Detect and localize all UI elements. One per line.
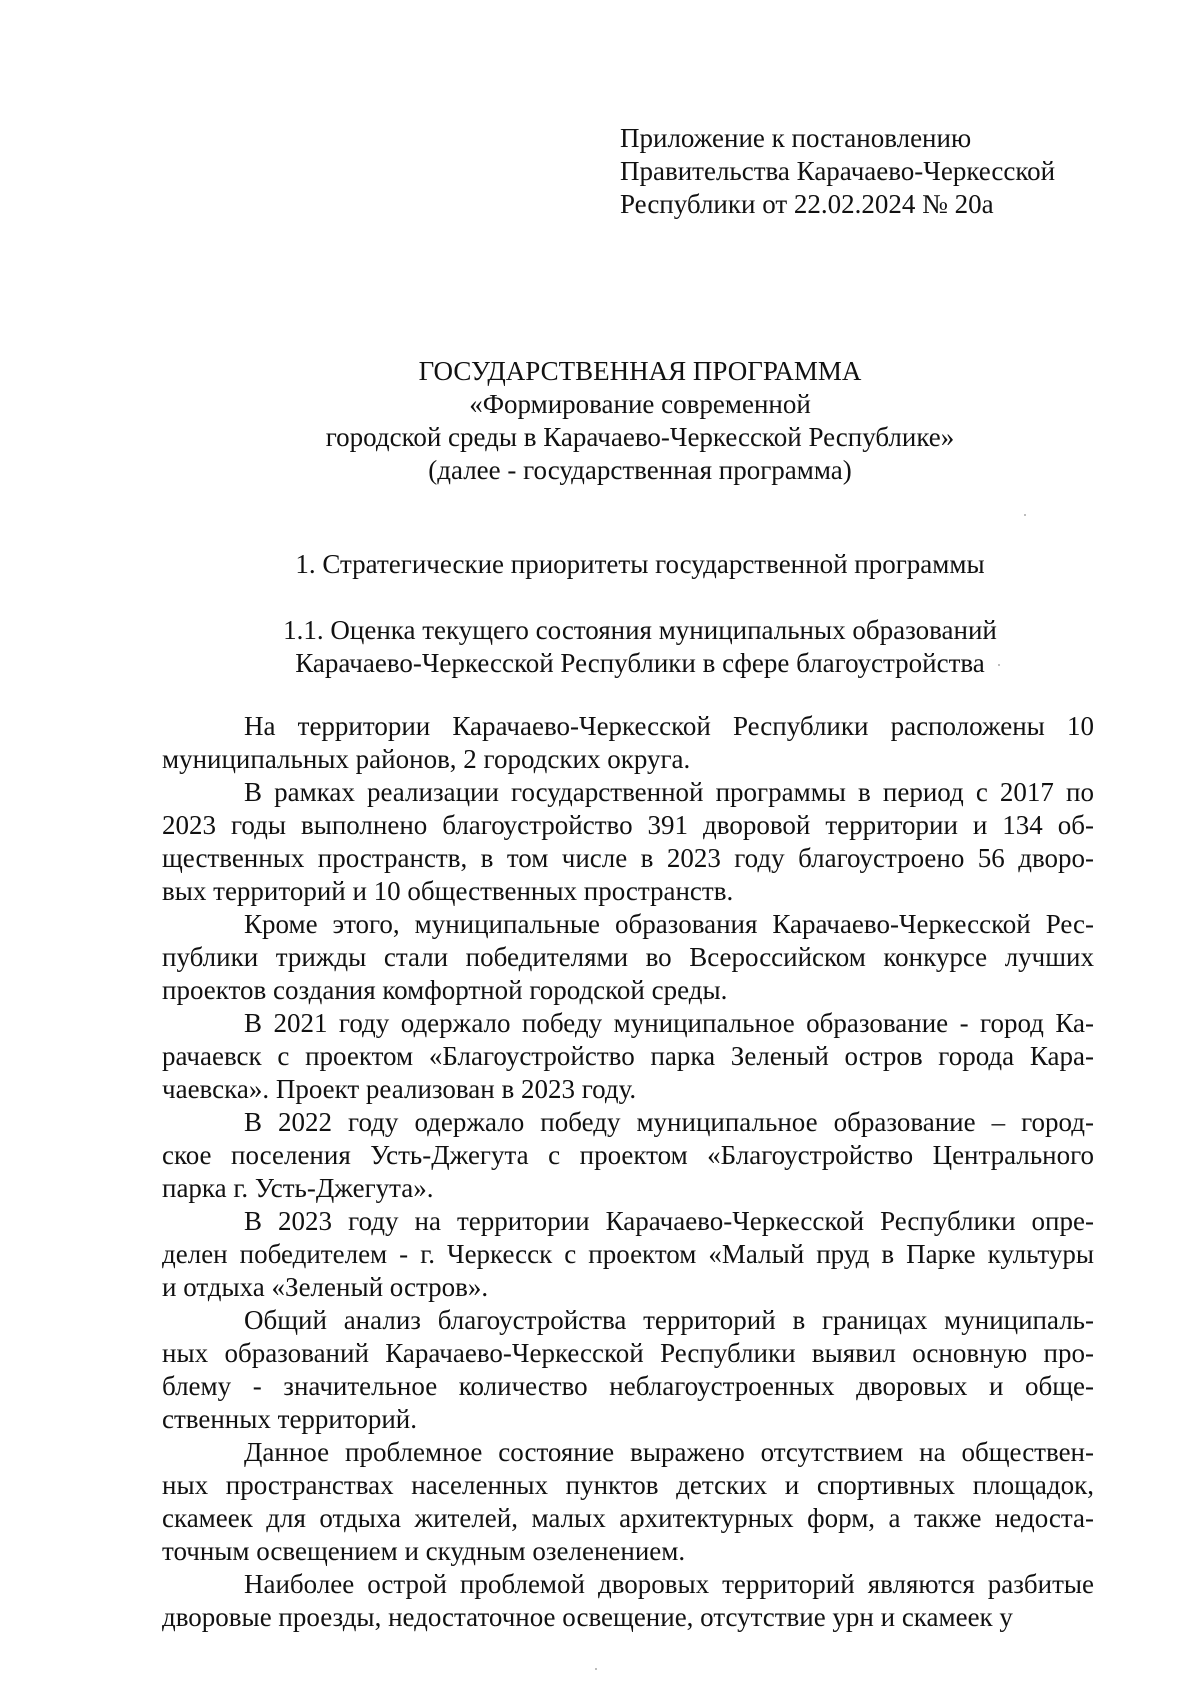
appendix-line-2: Правительства Карачаево-Черкесской: [620, 156, 1056, 186]
scan-speck: [1024, 514, 1026, 516]
paragraph-line: ское поселения Усть-Джегута с проектом «Благоустройство Центрального: [162, 1140, 1094, 1170]
paragraph: [162, 1106, 1094, 1205]
paragraph-line: чаевска». Проект реализован в 2023 году.: [162, 1074, 637, 1104]
paragraph-line: блему - значительное количество неблагоустроенных дворовых и обще-: [162, 1371, 1094, 1401]
paragraph-line: скамеек для отдыха жителей, малых архитектурных форм, а также недоста-: [162, 1503, 1094, 1533]
paragraph-line: публики трижды стали победителями во Всероссийском конкурсе лучших: [162, 942, 1094, 972]
paragraph-line: ных образований Карачаево-Черкесской Республики выявил основную про-: [162, 1338, 1094, 1368]
paragraph-line: и отдыха «Зеленый остров».: [162, 1272, 489, 1302]
section-heading: 1. Стратегические приоритеты государственной программы: [295, 549, 985, 579]
paragraph-line: щественных пространств, в том числе в 2023 году благоустроено 56 дворо-: [162, 843, 1094, 873]
paragraph-line: вых территорий и 10 общественных пространств.: [162, 876, 734, 906]
appendix-line-1: Приложение к постановлению: [620, 123, 972, 153]
paragraph: [162, 710, 1094, 776]
paragraph-line: В 2022 году одержало победу муниципальное образование – город-: [244, 1107, 1094, 1137]
scan-speck: [595, 1668, 597, 1670]
paragraph-line: Наиболее острой проблемой дворовых территорий являются разбитые: [244, 1569, 1094, 1599]
paragraph: [162, 1007, 1094, 1106]
paragraph: [162, 1205, 1094, 1304]
program-title: [160, 355, 1120, 487]
paragraph-line: рачаевск с проектом «Благоустройство парка Зеленый остров города Кара-: [162, 1041, 1094, 1071]
title-line-2: «Формирование современной: [469, 389, 811, 419]
paragraph: [162, 1436, 1094, 1568]
paragraph-line: парка г. Усть-Джегута».: [162, 1173, 434, 1203]
body-text: [162, 710, 1094, 1634]
subsection-line-1: 1.1. Оценка текущего состояния муниципальных образований: [283, 615, 997, 645]
paragraph-line: делен победителем - г. Черкесск с проектом «Малый пруд в Парке культуры: [162, 1239, 1094, 1269]
paragraph: [162, 1568, 1094, 1634]
paragraph: [162, 1304, 1094, 1436]
appendix-line-3: Республики от 22.02.2024 № 20а: [620, 189, 994, 219]
paragraph-line: проектов создания комфортной городской среды.: [162, 975, 728, 1005]
appendix-reference: [620, 122, 1055, 221]
subsection-heading: [160, 614, 1120, 680]
paragraph-line: дворовые проезды, недостаточное освещение, отсутствие урн и скамеек у: [162, 1602, 1013, 1632]
paragraph-line: ственных территорий.: [162, 1404, 417, 1434]
paragraph-line: В рамках реализации государственной программы в период с 2017 по: [244, 777, 1094, 807]
paragraph: [162, 776, 1094, 908]
paragraph-line: Данное проблемное состояние выражено отсутствием на обществен-: [244, 1437, 1094, 1467]
paragraph-line: В 2021 году одержало победу муниципальное образование - город Ка-: [244, 1008, 1094, 1038]
paragraph-line: На территории Карачаево-Черкесской Республики расположены 10: [244, 711, 1094, 741]
paragraph-line: 2023 годы выполнено благоустройство 391 дворовой территории и 134 об-: [162, 810, 1094, 840]
scan-speck: [998, 664, 1000, 666]
paragraph-line: В 2023 году на территории Карачаево-Черкесской Республики опре-: [244, 1206, 1094, 1236]
subsection-line-2: Карачаево-Черкесской Республики в сфере благоустройства: [295, 648, 985, 678]
paragraph: [162, 908, 1094, 1007]
paragraph-line: муниципальных районов, 2 городских округа.: [162, 744, 691, 774]
title-line-4: (далее - государственная программа): [428, 455, 852, 485]
paragraph-line: Кроме этого, муниципальные образования Карачаево-Черкесской Рес-: [244, 909, 1094, 939]
paragraph-line: ных пространствах населенных пунктов детских и спортивных площадок,: [162, 1470, 1094, 1500]
paragraph-line: точным освещением и скудным озеленением.: [162, 1536, 686, 1566]
title-line-3: городской среды в Карачаево-Черкесской Республике»: [325, 422, 955, 452]
paragraph-line: Общий анализ благоустройства территорий в границах муниципаль-: [244, 1305, 1094, 1335]
title-line-1: ГОСУДАРСТВЕННАЯ ПРОГРАММА: [418, 356, 862, 386]
